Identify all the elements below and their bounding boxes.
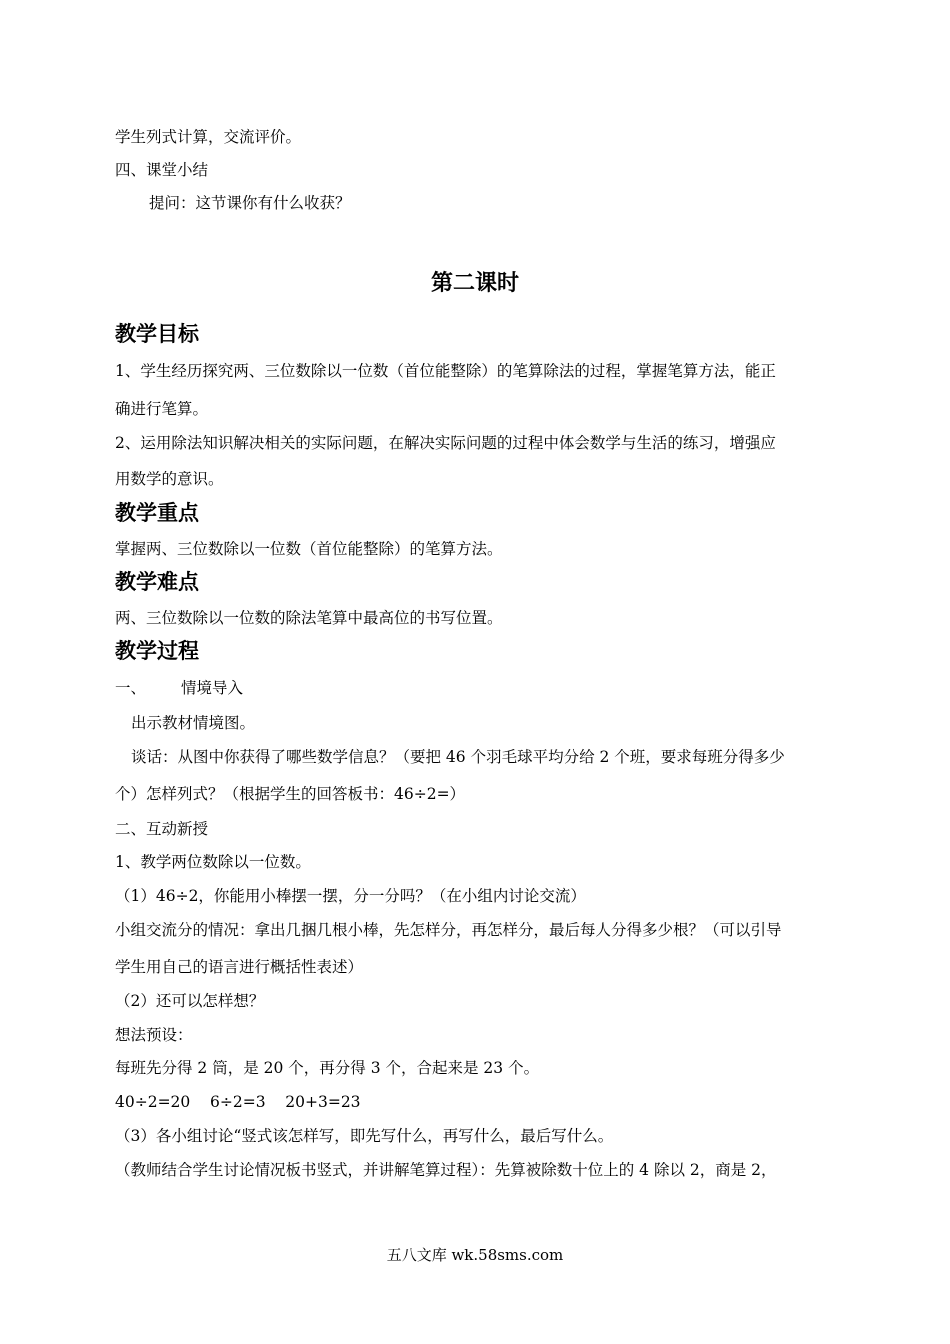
key-points-heading: 教学重点: [115, 501, 199, 525]
process-line-8: 每班先分得 2 筒，是 20 个，再分得 3 个，合起来是 23 个。: [115, 1059, 540, 1077]
page-title: 第二课时: [430, 271, 519, 296]
process-line-2a: 谈话：从图中你获得了哪些数学信息？（要把 46 个羽毛球平均分给 2 个班，要求每班分得多少: [131, 748, 785, 766]
process-line-7: 想法预设：: [115, 1026, 193, 1044]
process-line-2b: 个）怎样列式？（根据学生的回答板书：46÷2=）: [115, 785, 466, 803]
difficulty-text: 两、三位数除以一位数的除法笔算中最高位的书写位置。: [115, 609, 503, 627]
goal-2-line-b: 用数学的意识。: [115, 470, 224, 488]
goals-heading: 教学目标: [115, 322, 199, 346]
process-line-5b: 学生用自己的语言进行概括性表述）: [115, 958, 364, 976]
difficulty-heading: 教学难点: [115, 570, 199, 594]
goal-2-line-a: 2、运用除法知识解决相关的实际问题，在解决实际问题的过程中体会数学与生活的练习，增强应: [115, 434, 776, 452]
section-two-heading: 二、互动新授: [115, 820, 209, 838]
goal-1-line-b: 确进行笔算。: [115, 400, 209, 418]
continuation-line-1: 学生列式计算，交流评价。: [115, 128, 302, 146]
section-one-title: 情境导入: [181, 679, 244, 697]
process-line-4: （1）46÷2，你能用小棒摆一摆，分一分吗？（在小组内讨论交流）: [115, 887, 586, 905]
process-line-6: （2）还可以怎样想？: [115, 992, 265, 1010]
process-line-9: 40÷2=20 6÷2=3 20+3=23: [115, 1093, 361, 1111]
process-line-1: 出示教材情境图。: [131, 714, 256, 732]
key-points-text: 掌握两、三位数除以一位数（首位能整除）的笔算方法。: [115, 540, 503, 558]
process-line-5a: 小组交流分的情况：拿出几捆几根小棒，先怎样分，再怎样分，最后每人分得多少根？（可以引导: [115, 921, 782, 939]
process-line-11: （教师结合学生讨论情况板书竖式，并讲解笔算过程）：先算被除数十位上的 4 除以 2，商是 2，: [115, 1161, 777, 1179]
process-line-3: 1、教学两位数除以一位数。: [115, 853, 311, 871]
page-footer: 五八文库 wk.58sms.com: [386, 1246, 564, 1264]
section-four-heading: 四、课堂小结: [115, 161, 209, 179]
process-line-10: （3）各小组讨论“竖式该怎样写，即先写什么，再写什么，最后写什么。: [115, 1127, 614, 1145]
question-line: 提问：这节课你有什么收获？: [149, 194, 351, 212]
goal-1-line-a: 1、学生经历探究两、三位数除以一位数（首位能整除）的笔算除法的过程，掌握笔算方法，能正: [115, 362, 776, 380]
process-heading: 教学过程: [115, 639, 199, 663]
section-one-number: 一、: [115, 679, 147, 697]
